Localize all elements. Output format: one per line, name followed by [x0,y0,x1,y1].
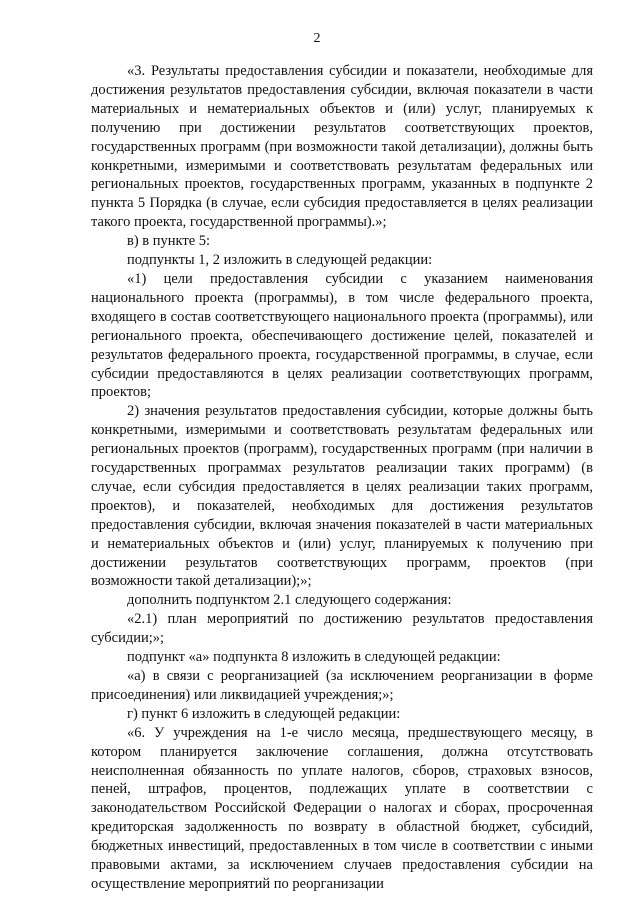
paragraph-subitem-2-1: «2.1) план мероприятий по достижению результатов предоставления субсидии;»; [91,611,593,647]
paragraph-subitem-2: 2) значения результатов предоставления субсидии, которые должны быть конкретными, измеримыми и соответствовать результатам федеральных или региональных проектов (программ), государственных программ (при наличии в государственных программах результатов реализации таких программ) (в случае, если субсидия предоставляется в целях реализации таких программ, проектов), и показателей, необходимых для достижения результатов предоставления субсидии, включая значения показателей в части материальных и нематериальных объектов и (или) услуг, планируемых к получению при достижении результатов соответствующих программ, проектов (при возможности такой детализации);»; [91,403,593,590]
paragraph-item-g: г) пункт 6 изложить в следующей редакции: [127,705,401,722]
page-number: 2 [313,31,321,46]
paragraph-add-subitem: дополнить подпунктом 2.1 следующего содержания: [127,592,452,609]
paragraph-subitems-intro: подпункты 1, 2 изложить в следующей редакции: [127,252,433,269]
paragraph-point-6: «6. У учреждения на 1-е число месяца, предшествующего месяцу, в котором планируется заключение соглашения, должна отсутствовать неисполненная обязанность по уплате налогов, сборов, страховых взносов, пеней, штрафов, процентов, подлежащих уплате в соответствии с законодательством Российской Федерации о налогах и сборах, просроченная кредиторская задолженность по возврату в областной бюджет, субсидий, бюджетных инвестиций, предоставленных в том числе в соответствии с иными правовыми актами, за исключением случаев предоставления субсидии на осуществление мероприятий по реорганизации [91,724,593,892]
paragraph-subitem-a-intro: подпункт «а» подпункта 8 изложить в следующей редакции: [127,649,501,666]
paragraph-subitem-1: «1) цели предоставления субсидии с указанием наименования национального проекта (программы), в том числе федерального проекта, входящего в состав соответствующего национального проекта (программы), или регионального проекта, обеспечивающего достижение целей, показателей и результатов федерального проекта, государственной программы, в случае, если субсидии предоставляются в целях реализации соответствующих программ, проектов; [91,270,593,401]
paragraph-subitem-a: «а) в связи с реорганизацией (за исключением реорганизации в форме присоединения) или ликвидацией учреждения;»; [91,668,593,703]
paragraph-item-v: в) в пункте 5: [127,233,211,250]
document-body [91,62,593,894]
paragraph-results: «3. Результаты предоставления субсидии и показатели, необходимые для достижения результатов предоставления субсидии, включая показатели в части материальных и нематериальных объектов и (или) услуг, планируемых к получению при достижении результатов соответствующих проектов, государственных программ (при возможности такой детализации), должны быть конкретными, измеримыми и соответствовать результатам федеральных или региональных проектов, государственных программ, указанных в подпункте 2 пункта 5 Порядка (в случае, если субсидия предоставляется в целях реализации такого проекта, государственной программы).»; [91,63,593,231]
